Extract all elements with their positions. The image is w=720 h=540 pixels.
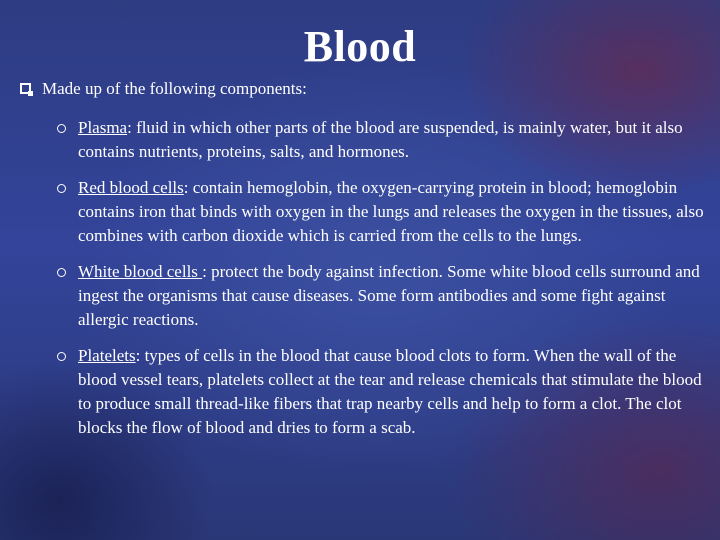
term-platelets: Platelets (78, 346, 136, 365)
square-bullet-icon (20, 83, 31, 94)
desc-platelets: : types of cells in the blood that cause blood clots to form. When the wall of the blood vessel tears, platelets collect at the tear and release chemicals that stimulate the blood to produce small thread-like fibers that trap nearby cells and help to form a clot. The clot blocks the flow of blood and dries to form a scab. (78, 346, 702, 437)
list-item-white-blood-cells (57, 260, 707, 332)
lead-text: Made up of the following components: (42, 79, 307, 98)
term-white-blood-cells: White blood cells (78, 262, 203, 281)
desc-white-blood-cells: : protect the body against infection. Some white blood cells surround and ingest the organisms that cause diseases. Some form antibodies and some fight against allergic reactions. (78, 262, 700, 329)
term-red-blood-cells: Red blood cells (78, 178, 184, 197)
desc-red-blood-cells: : contain hemoglobin, the oxygen-carrying protein in blood; hemoglobin contains iron that binds with oxygen in the lungs and releases the oxygen in the tissues, also combines with carbon dioxide which is carried from the cells to the lungs. (78, 178, 704, 245)
lead-bullet-line (20, 78, 700, 100)
list-item-text (78, 344, 707, 440)
component-list (57, 116, 707, 452)
list-item-red-blood-cells (57, 176, 707, 248)
circle-bullet-icon (57, 124, 66, 133)
list-item-text (78, 260, 707, 332)
circle-bullet-icon (57, 184, 66, 193)
circle-bullet-icon (57, 352, 66, 361)
list-item-text (78, 176, 707, 248)
list-item-plasma (57, 116, 707, 164)
term-plasma: Plasma (78, 118, 128, 137)
list-item-platelets (57, 344, 707, 440)
circle-bullet-icon (57, 268, 66, 277)
desc-plasma: : fluid in which other parts of the blood are suspended, is mainly water, but it also contains nutrients, proteins, salts, and hormones. (78, 118, 683, 161)
list-item-text (78, 116, 707, 164)
slide-title: Blood (303, 22, 417, 71)
